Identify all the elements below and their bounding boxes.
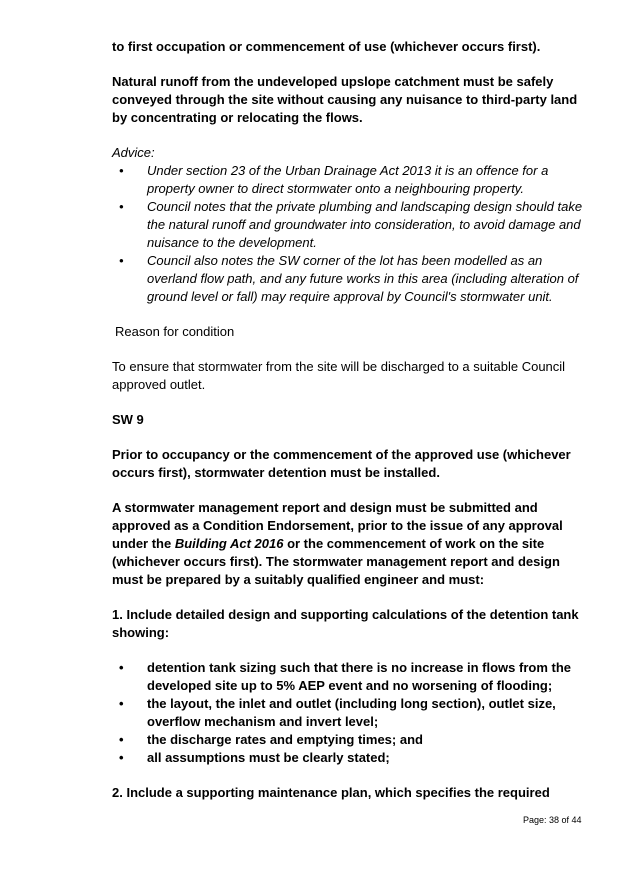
advice-item-text: Council also notes the SW corner of the lot has been modelled as an overland flow path, and any future works in this area (including alteration of ground level or fall) may require approval by Council's stormwater unit.	[147, 253, 579, 304]
list-item	[112, 198, 584, 252]
bullet-icon: •	[119, 732, 124, 747]
list-item	[112, 659, 584, 695]
tank-item-text: detention tank sizing such that there is no increase in flows from the developed site up to 5% AEP event and no worsening of flooding;	[147, 660, 572, 693]
list-item	[112, 731, 584, 749]
paragraph-natural-runoff: Natural runoff from the undeveloped upslope catchment must be safely conveyed through the site without causing any nuisance to third-party land by concentrating or relocating the flows.	[112, 74, 578, 125]
bullet-icon: •	[119, 696, 124, 711]
tank-item-text: the discharge rates and emptying times; and	[147, 732, 423, 747]
report-text-before: A stormwater management report and design must be submitted and approved as a Condition Endorsement, prior to the issue of any approval under the	[112, 500, 563, 551]
bullet-icon: •	[119, 163, 124, 178]
bullet-icon: •	[119, 660, 124, 675]
tank-item-text: all assumptions must be clearly stated;	[147, 750, 390, 765]
advice-list	[112, 162, 584, 306]
list-item	[112, 162, 584, 198]
detention-tank-list	[112, 659, 584, 767]
numbered-item-1: 1. Include detailed design and supporting calculations of the detention tank showing:	[112, 607, 579, 640]
section-heading-sw9: SW 9	[112, 412, 144, 427]
reason-heading: Reason for condition	[115, 324, 235, 339]
numbered-item-2: 2. Include a supporting maintenance plan, which specifies the required	[112, 785, 550, 800]
advice-item-text: Council notes that the private plumbing and landscaping design should take the natural runoff and groundwater into consideration, to avoid damage and nuisance to the development.	[147, 199, 583, 250]
bullet-icon: •	[119, 253, 124, 268]
paragraph-first-occupation: to first occupation or commencement of use (whichever occurs first).	[112, 39, 541, 54]
list-item	[112, 749, 584, 767]
paragraph-prior-occupancy: Prior to occupancy or the commencement of the approved use (whichever occurs first), stormwater detention must be installed.	[112, 447, 571, 480]
list-item	[112, 695, 584, 731]
bullet-icon: •	[119, 199, 124, 214]
building-act-reference: Building Act 2016	[174, 536, 284, 551]
list-item	[112, 252, 584, 306]
page-number: Page: 38 of 44	[523, 815, 582, 825]
bullet-icon: •	[119, 750, 124, 765]
tank-item-text: the layout, the inlet and outlet (including long section), outlet size, overflow mechanism and invert level;	[147, 696, 556, 729]
advice-label: Advice:	[112, 145, 155, 160]
document-body	[112, 38, 584, 802]
paragraph-stormwater-report	[112, 499, 584, 589]
advice-item-text: Under section 23 of the Urban Drainage Act 2013 it is an offence for a property owner to direct stormwater onto a neighbouring property.	[147, 163, 549, 196]
reason-text: To ensure that stormwater from the site will be discharged to a suitable Council approved outlet.	[112, 359, 566, 392]
report-text-after: or the commencement of work on the site (whichever occurs first). The stormwater management report and design must be prepared by a suitably qualified engineer and must:	[112, 536, 560, 587]
